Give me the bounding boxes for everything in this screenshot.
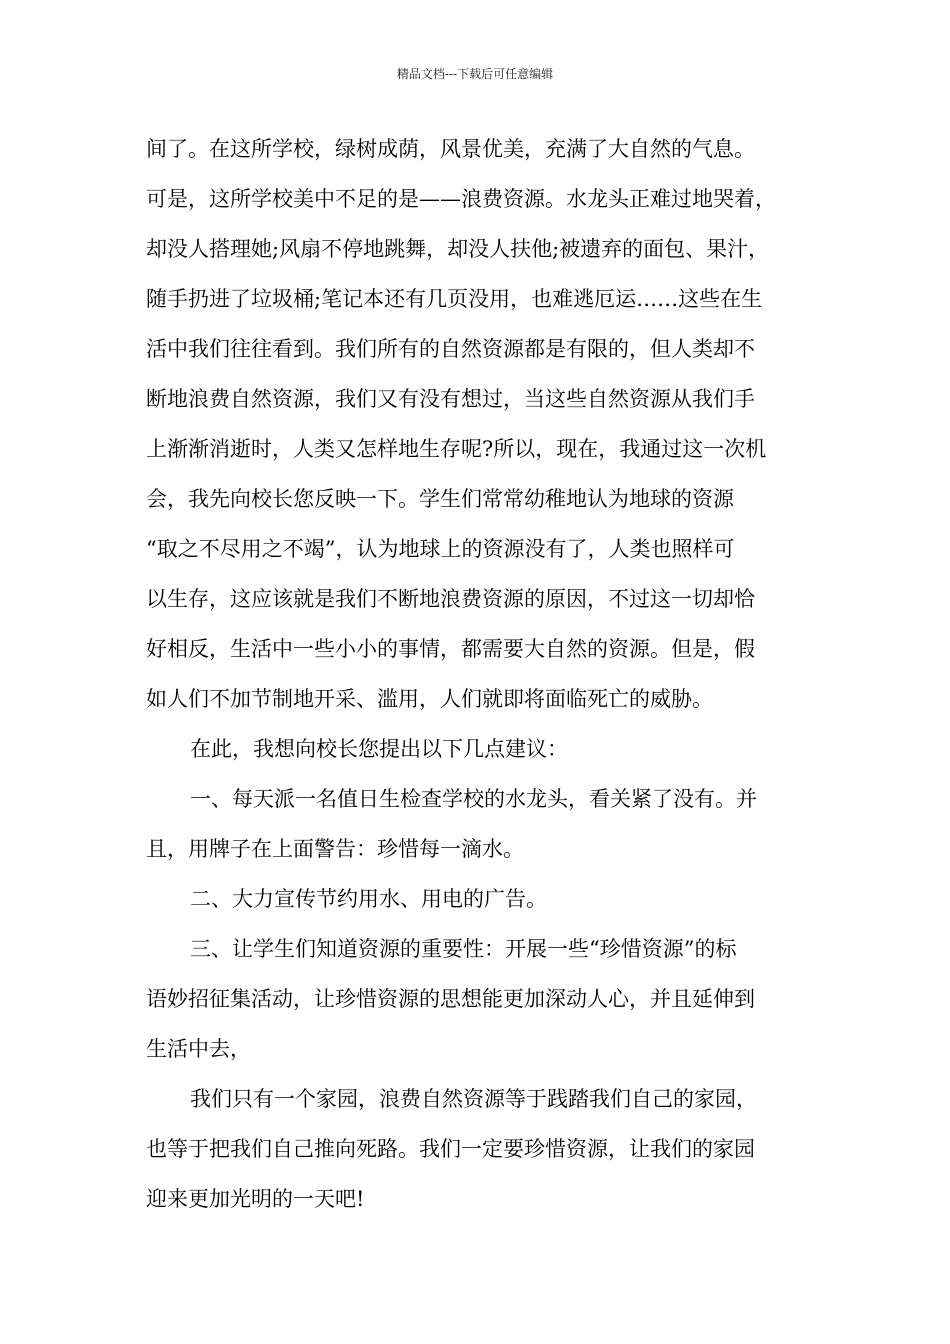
paragraph-start-line: 在此，我想向校长您提出以下几点建议： bbox=[190, 737, 568, 761]
text-line: 语妙招征集活动，让珍惜资源的思想能更加深动人心，并且延伸到 bbox=[146, 987, 755, 1011]
text-line: 且，用牌子在上面警告：珍惜每一滴水。 bbox=[146, 837, 524, 861]
text-line: 生活中去， bbox=[146, 1037, 251, 1061]
text-line: 随手扔进了垃圾桶;笔记本还有几页没用，也难逃厄运……这些在生 bbox=[146, 287, 763, 311]
text-line: 活中我们往往看到。我们所有的自然资源都是有限的，但人类却不 bbox=[146, 337, 755, 361]
text-line: 可是，这所学校美中不足的是——浪费资源。水龙头正难过地哭着， bbox=[146, 187, 776, 211]
paragraph-start-line: 一、每天派一名值日生检查学校的水龙头，看关紧了没有。并 bbox=[190, 787, 757, 811]
text-line: 上渐渐消逝时，人类又怎样地生存呢?所以，现在，我通过这一次机 bbox=[146, 437, 767, 461]
paragraph-start-line: 我们只有一个家园，浪费自然资源等于践踏我们自己的家园， bbox=[190, 1087, 757, 1111]
text-line: 迎来更加光明的一天吧! bbox=[146, 1187, 365, 1211]
paragraph-start-line: 二、大力宣传节约用水、用电的广告。 bbox=[190, 887, 547, 911]
text-line: 会，我先向校长您反映一下。学生们常常幼稚地认为地球的资源 bbox=[146, 487, 734, 511]
page-header: 精品文档---下载后可任意编辑 bbox=[396, 67, 554, 81]
text-line: 好相反，生活中一些小小的事情，都需要大自然的资源。但是，假 bbox=[146, 637, 755, 661]
text-line: 如人们不加节制地开采、滥用，人们就即将面临死亡的威胁。 bbox=[146, 687, 713, 711]
text-line: 间了。在这所学校，绿树成荫，风景优美，充满了大自然的气息。 bbox=[146, 137, 755, 161]
text-line: 断地浪费自然资源，我们又有没有想过，当这些自然资源从我们手 bbox=[146, 387, 755, 411]
text-line: 却没人搭理她;风扇不停地跳舞，却没人扶他;被遗弃的面包、果汁， bbox=[146, 237, 770, 261]
text-line: “取之不尽用之不竭”，认为地球上的资源没有了，人类也照样可 bbox=[146, 537, 735, 561]
text-line: 以生存，这应该就是我们不断地浪费资源的原因，不过这一切却恰 bbox=[146, 587, 755, 611]
document-body bbox=[146, 124, 836, 1224]
paragraph-start-line: 三、让学生们知道资源的重要性：开展一些“珍惜资源”的标 bbox=[190, 937, 737, 961]
text-line: 也等于把我们自己推向死路。我们一定要珍惜资源，让我们的家园 bbox=[146, 1137, 755, 1161]
